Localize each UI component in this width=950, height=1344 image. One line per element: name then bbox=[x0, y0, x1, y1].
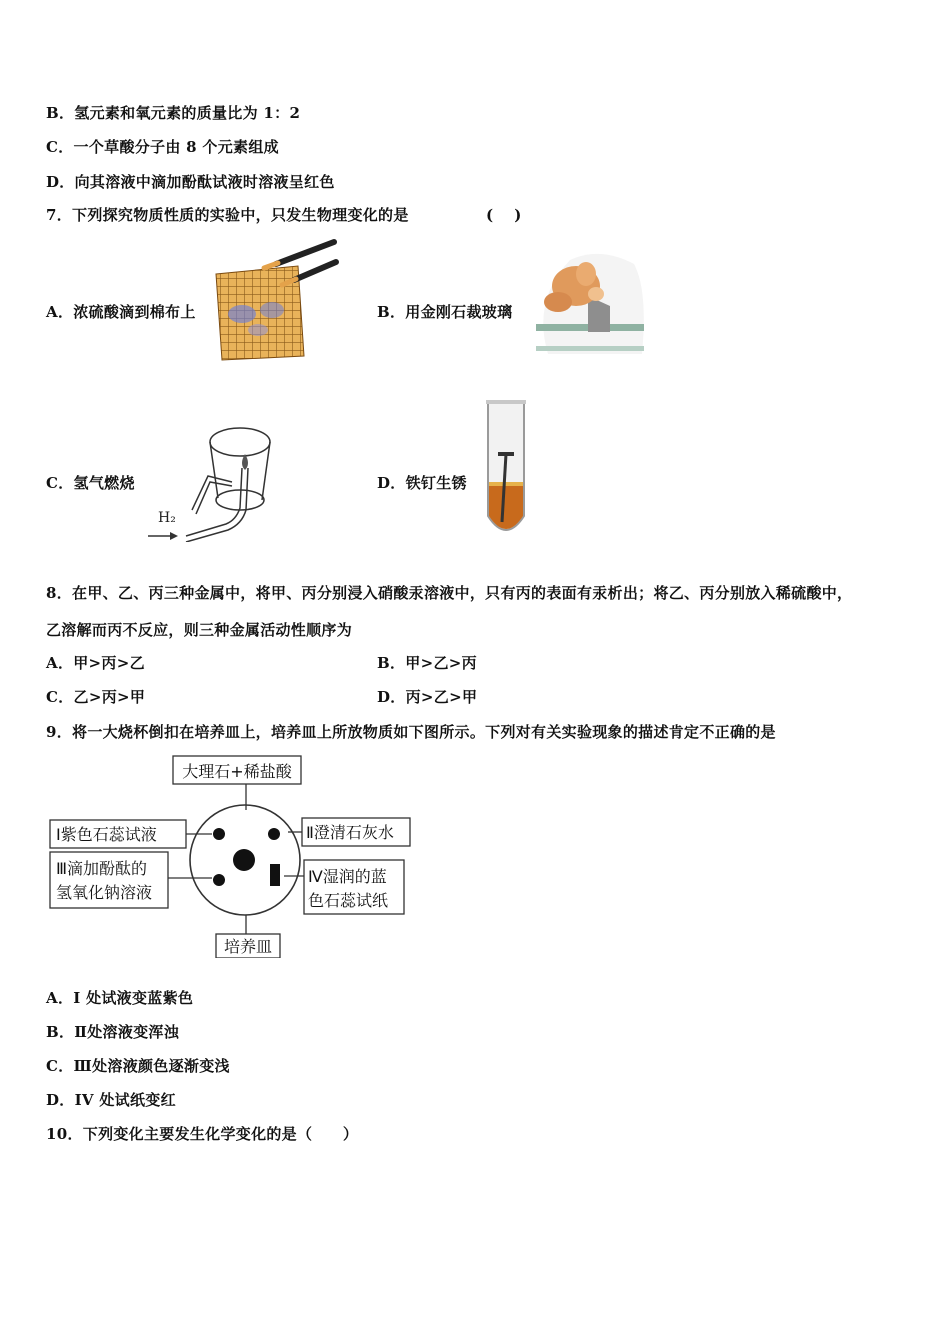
q8-stem-line1: 8．在甲、乙、丙三种金属中，将甲、丙分别浸入硝酸汞溶液中，只有丙的表面有汞析出；将乙、丙分别放入稀硫酸中， bbox=[46, 584, 853, 602]
label-marble-hcl: 大理石+稀盐酸 bbox=[182, 762, 292, 781]
q8-stem-line2: 乙溶解而丙不反应，则三种金属活动性顺序为 bbox=[46, 621, 353, 639]
label-iv-line1: Ⅳ湿润的蓝 bbox=[308, 867, 387, 886]
q8-option-c: C．乙>丙>甲 bbox=[46, 688, 146, 706]
label-iii-line1: Ⅲ滴加酚酞的 bbox=[56, 859, 148, 878]
q8-option-b: B．甲>乙>丙 bbox=[377, 654, 477, 672]
diamond-cutting-glass-illustration bbox=[530, 250, 648, 358]
label-petri-dish: 培养皿 bbox=[223, 937, 273, 956]
q6-option-b: B．氢元素和氧元素的质量比为 1：2 bbox=[46, 104, 301, 122]
q6-option-d: D．向其溶液中滴加酚酞试液时溶液呈红色 bbox=[46, 173, 335, 191]
q9-option-d: D．IV 处试纸变红 bbox=[46, 1091, 176, 1109]
q7-option-b: B．用金刚石裁玻璃 bbox=[377, 303, 513, 321]
q9-option-c: C．Ⅲ处溶液颜色逐渐变浅 bbox=[46, 1057, 230, 1075]
h2-label: H₂ bbox=[158, 510, 176, 526]
label-iii-line2: 氢氧化钠溶液 bbox=[56, 883, 153, 902]
q7-option-d: D．铁钉生锈 bbox=[377, 474, 467, 492]
label-iv-line2: 色石蕊试纸 bbox=[308, 891, 389, 910]
q7-stem: 7．下列探究物质性质的实验中，只发生物理变化的是 bbox=[46, 206, 409, 224]
q7-answer-paren: ( ) bbox=[486, 206, 522, 224]
q9-option-b: B．Ⅱ处溶液变浑浊 bbox=[46, 1023, 180, 1041]
q7-option-c: C．氢气燃烧 bbox=[46, 474, 135, 492]
q10-stem: 10．下列变化主要发生化学变化的是（ ） bbox=[46, 1125, 359, 1143]
label-i-litmus: Ⅰ紫色石蕊试液 bbox=[56, 825, 157, 844]
cloth-acid-illustration bbox=[212, 238, 340, 362]
petri-dish-diagram bbox=[48, 752, 420, 958]
q6-option-c: C．一个草酸分子由 8 个元素组成 bbox=[46, 138, 279, 156]
q9-option-a: A．I 处试液变蓝紫色 bbox=[46, 989, 194, 1007]
hydrogen-burning-illustration bbox=[146, 412, 276, 542]
iron-nail-rust-illustration bbox=[478, 398, 534, 542]
q7-option-a: A．浓硫酸滴到棉布上 bbox=[46, 303, 196, 321]
q8-option-d: D．丙>乙>甲 bbox=[377, 688, 478, 706]
q9-stem: 9．将一大烧杯倒扣在培养皿上，培养皿上所放物质如下图所示。下列对有关实验现象的描述肯定不正确的是 bbox=[46, 723, 776, 741]
label-ii-limewater: Ⅱ澄清石灰水 bbox=[306, 823, 394, 842]
q8-option-a: A．甲>丙>乙 bbox=[46, 654, 145, 672]
